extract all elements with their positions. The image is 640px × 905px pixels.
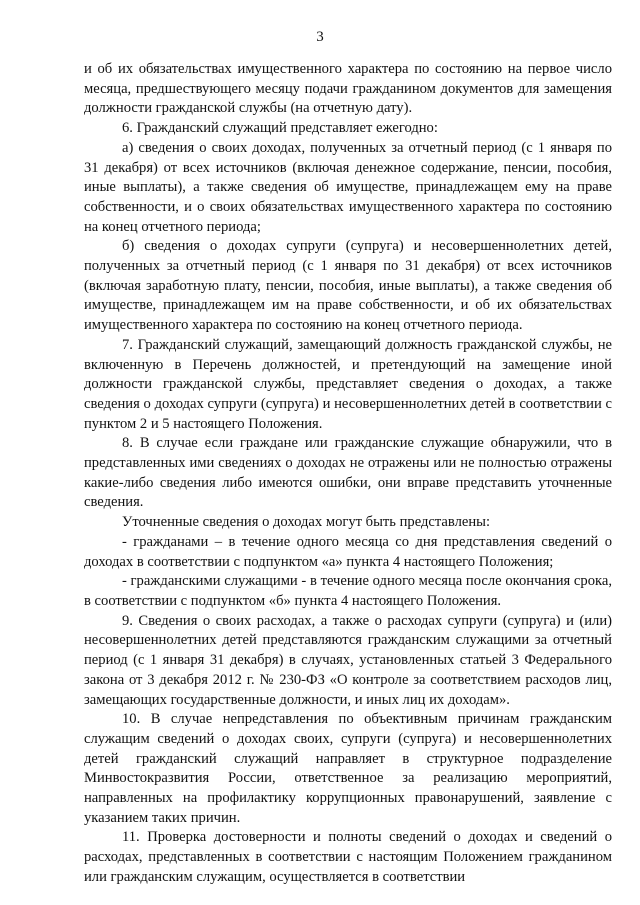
- paragraph-continuation: и об их обязательствах имущественного характера по состоянию на первое число месяца, предшествующего месяцу подачи гражданином документов для замещения должности гражданской службы (на отчетную дату).: [84, 61, 612, 117]
- paragraph-item-6: 6. Гражданский служащий представляет ежегодно:: [122, 120, 438, 137]
- paragraph-item-10: 10. В случае непредставления по объективным причинам гражданским служащим сведений о доходах своих, супруги (супруга) и несовершеннолетних детей гражданский служащий направляет в структурное подразделение Минвостокразвития России, ответственное за реализацию мероприятий, направленных на профилактику коррупционных правонарушений, заявление с указанием таких причин.: [84, 711, 612, 826]
- document-body: [84, 60, 612, 888]
- paragraph-item-6a: а) сведения о своих доходах, полученных за отчетный период (с 1 января по 31 декабря) от всех источников (включая денежное содержание, пенсии, пособия, иные выплаты), а также сведения об имуществе, принадлежащем ему на праве собственности, и о своих обязательствах имущественного характера по состоянию на конец отчетного периода;: [84, 139, 612, 235]
- page-number: 3: [316, 29, 324, 45]
- paragraph-item-11: 11. Проверка достоверности и полноты сведений о доходах и сведений о расходах, представленных в соответствии с настоящим Положением гражданином или гражданским служащим, осуществляется в соответствии: [84, 829, 612, 885]
- paragraph-civil-servants: - гражданскими служащими - в течение одного месяца после окончания срока, в соответствии с подпунктом «б» пункта 4 настоящего Положения.: [84, 573, 612, 609]
- paragraph-citizens: - гражданами – в течение одного месяца со дня представления сведений о доходах в соответствии с подпунктом «а» пункта 4 настоящего Положения;: [84, 533, 612, 570]
- paragraph-item-6b: б) сведения о доходах супруги (супруга) и несовершеннолетних детей, полученных за отчетный период (с 1 января по 31 декабря) от всех источников (включая заработную плату, пенсии, пособия, иные выплаты), а также сведения об имуществе, принадлежащем им на праве собственности, и об их обязательствах имущественного характера по состоянию на конец отчетного периода.: [84, 238, 612, 334]
- paragraph-clarified-info: Уточненные сведения о доходах могут быть представлены:: [122, 514, 491, 531]
- paragraph-item-8: 8. В случае если граждане или гражданские служащие обнаружили, что в представленных ими сведениях о доходах не отражены или не полностью отражены какие-либо сведения либо имеются ошибки, они вправе представить уточненные сведения.: [84, 435, 612, 511]
- paragraph-item-9: 9. Сведения о своих расходах, а также о расходах супруги (супруга) и (или) несовершеннолетних детей представляются гражданским служащими за отчетный период (с 1 января 31 декабря) в случаях, установленных статьей 3 Федерального закона от 3 декабря 2012 г. № 230-ФЗ «О контроле за соответствием расходов лиц, замещающих государственные должности, и иных лиц их доходам».: [84, 612, 612, 708]
- paragraph-item-7: 7. Гражданский служащий, замещающий должность гражданской службы, не включенную в Перечень должностей, и претендующий на замещение иной должности гражданской службы, представляет сведения о доходах, а также сведения о доходах супруги (супруга) и несовершеннолетних детей в соответствии с пунктом 2 и 5 настоящего Положения.: [84, 336, 612, 432]
